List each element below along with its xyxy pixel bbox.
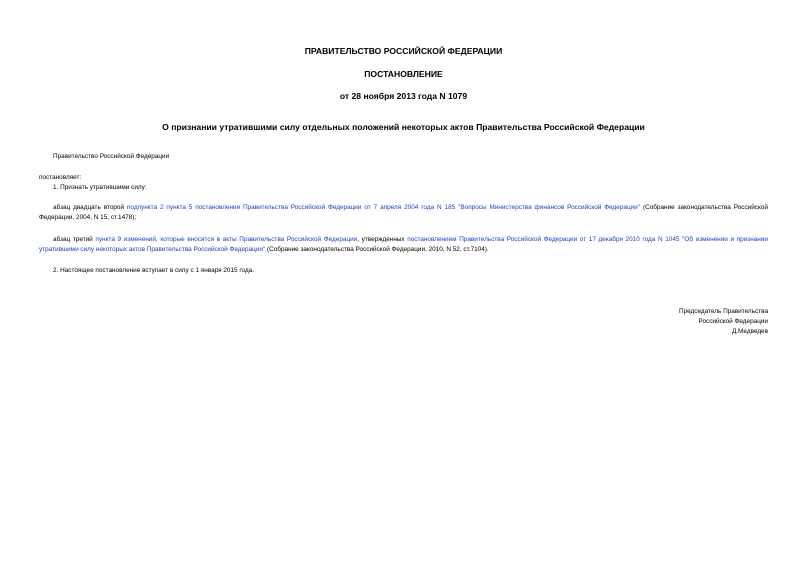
link-decree-1045[interactable]: постановлением Правительства Российской Федерации от 17 декабря 2010 года N 1045 "Об изменении и признании утратившими силу некоторых актов Правительства Российской Федерации" [39, 236, 768, 253]
government-heading: ПРАВИТЕЛЬСТВО РОССИЙСКОЙ ФЕДЕРАЦИИ [304, 46, 503, 56]
paragraph-1-pre: абзац двадцать второй [53, 204, 127, 211]
link-decree-185[interactable]: подпункта 2 пункта 5 постановления Правительства Российской Федерации от 7 апреля 2004 года N 185 "Вопросы Министерства финансов Российской Федерации" [126, 204, 641, 211]
paragraph-1 [39, 203, 768, 222]
signature-position-line2: Российской Федерации [698, 318, 768, 325]
signature-name: Д.Медведев [731, 328, 768, 335]
decree-text: постановляет: [39, 174, 82, 181]
paragraph-2-mid: , утвержденных [357, 236, 408, 243]
document-type-heading: ПОСТАНОВЛЕНИЕ [364, 69, 443, 79]
paragraph-2 [39, 235, 768, 254]
paragraph-2-pre: абзац третий [53, 236, 96, 243]
item-2-text: 2. Настоящее постановление вступает в силу с 1 января 2015 года. [53, 267, 255, 274]
item-1-text: 1. Признать утратившими силу: [53, 184, 147, 191]
link-changes-item-9[interactable]: пункта 9 изменений, которые вносятся в акты Правительства Российской Федерации [95, 236, 358, 243]
signature-position-line1: Председатель Правительства [679, 308, 768, 315]
document-title: О признании утратившими силу отдельных положений некоторых актов Правительства Российской Федерации [162, 122, 645, 132]
date-number-heading: от 28 ноября 2013 года N 1079 [339, 91, 468, 101]
paragraph-2-post: (Собрание законодательства Российской Федерации, 2010, N 52, ст.7104). [265, 245, 489, 253]
intro-text: Правительство Российской Федерации [53, 153, 170, 160]
paragraph-1-post: (Собрание законодательства Российской Федерации, 2004, N 15, ст.1478); [39, 204, 768, 221]
